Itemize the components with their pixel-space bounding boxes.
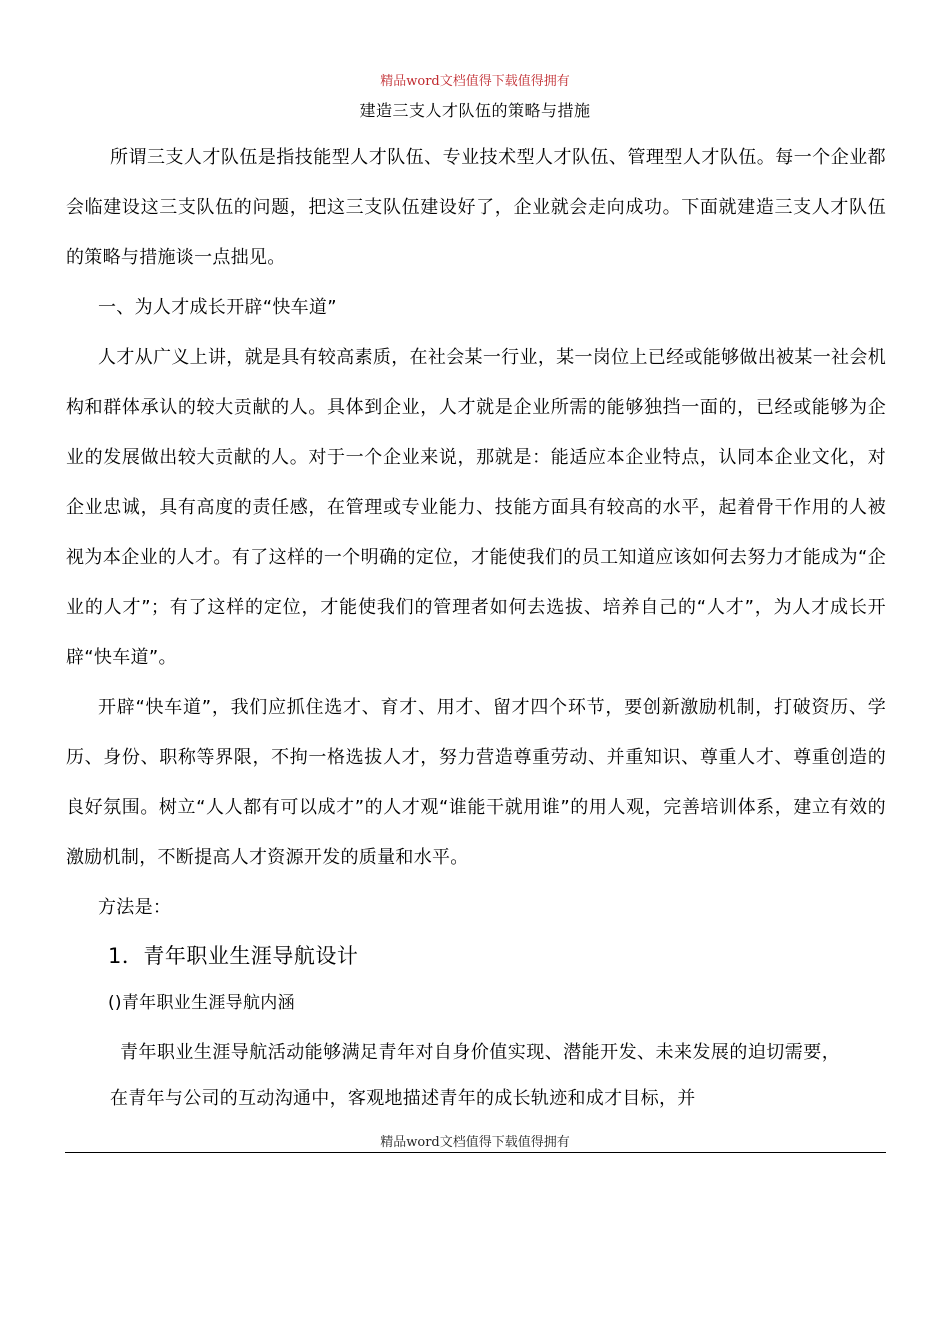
methods-label: 方法是： — [98, 897, 172, 918]
fast-track-paragraph: 开辟“快车道”，我们应抓住选才、育才、用才、留才四个环节，要创新激励机制，打破资历、学历、身份、职称等界限，不拘一格选拔人才，努力营造尊重劳动、并重知识、尊重人才、尊重创造的良好氛围。树立“人人都有可以成才”的人才观“谁能干就用谁”的用人观，完善培训体系，建立有效的激励机制，不断提高人才资源开发的质量和水平。 — [66, 697, 886, 868]
navigation-paragraph: 青年职业生涯导航活动能够满足青年对自身价值实现、潜能开发、未来发展的迫切需要，在青年与公司的互动沟通中，客观地描述青年的成长轨迹和成才目标，并 — [110, 1042, 840, 1109]
subheading-navigation-meaning: ()青年职业生涯导航内涵 — [108, 993, 295, 1013]
footer-divider — [65, 1152, 886, 1153]
document-title: 建造三支人才队伍的策略与措施 — [359, 101, 591, 120]
intro-paragraph: 所谓三支人才队伍是指技能型人才队伍、专业技术型人才队伍、管理型人才队伍。每一个企业都会临建设这三支队伍的问题，把这三支队伍建设好了，企业就会走向成功。下面就建造三支人才队伍的策略与措施谈一点拙见。 — [66, 147, 886, 268]
section-heading-1: 一、为人才成长开辟“快车道” — [98, 297, 337, 318]
header-note: 精品word文档值得下载值得拥有 — [380, 74, 570, 89]
talent-definition-paragraph: 人才从广义上讲，就是具有较高素质，在社会某一行业，某一岗位上已经或能够做出被某一社会机构和群体承认的较大贡献的人。具体到企业，人才就是企业所需的能够独挡一面的，已经或能够为企业的发展做出较大贡献的人。对于一个企业来说，那就是：能适应本企业特点，认同本企业文化，对企业忠诚，具有高度的责任感，在管理或专业能力、技能方面具有较高的水平，起着骨干作用的人被视为本企业的人才。有了这样的一个明确的定位，才能使我们的员工知道应该如何去努力才能成为“企业的人才”；有了这样的定位，才能使我们的管理者如何去选拔、培养自己的“人才”，为人才成长开辟“快车道”。 — [66, 347, 886, 668]
subheading-career-navigation: 1．青年职业生涯导航设计 — [108, 944, 359, 968]
footer-note: 精品word文档值得下载值得拥有 — [380, 1135, 570, 1150]
